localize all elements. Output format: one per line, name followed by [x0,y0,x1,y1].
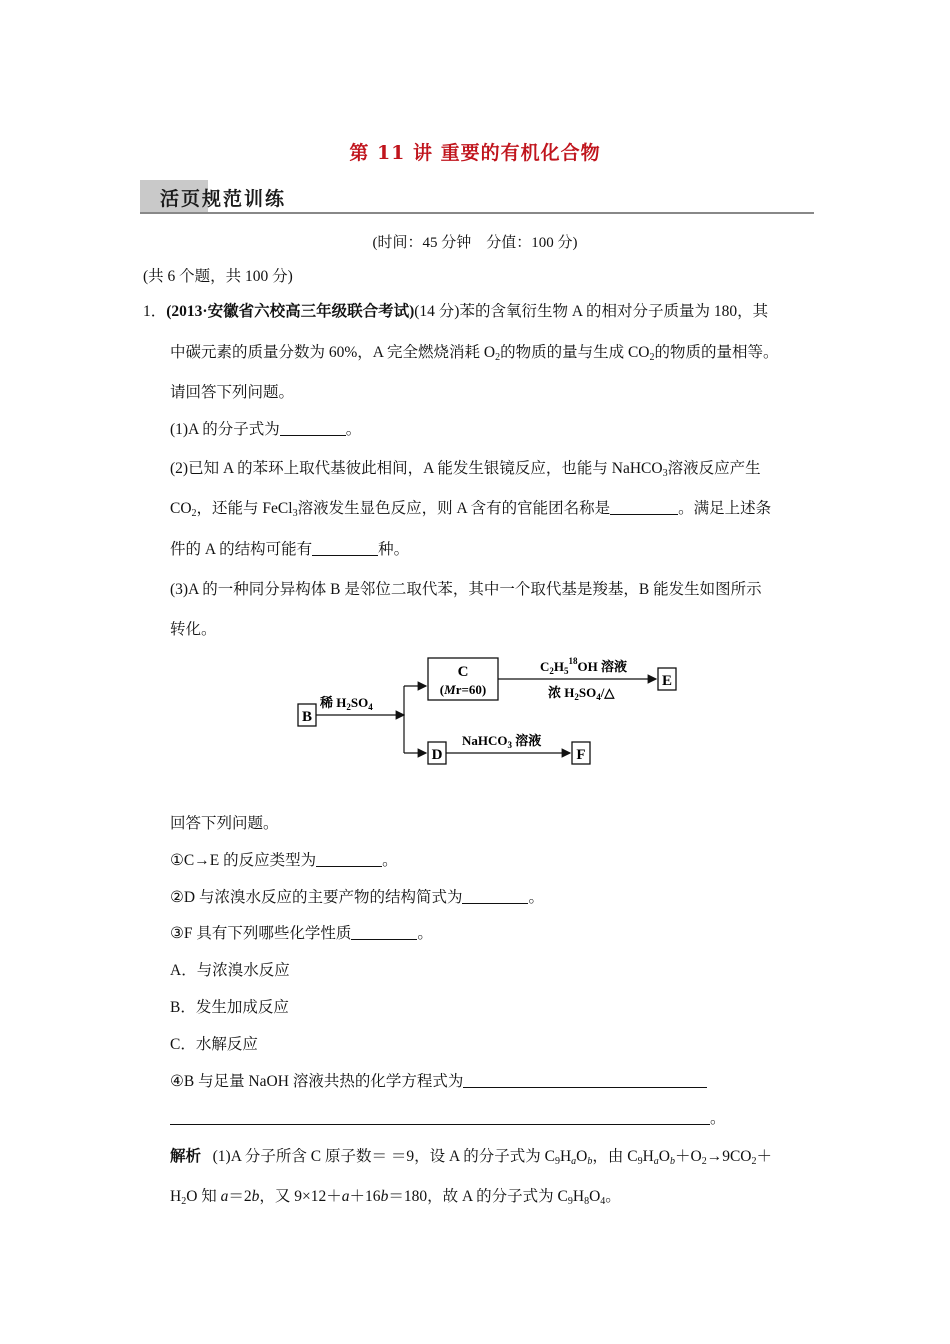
page-title: 第 11 讲 重要的有机化合物 [349,142,601,164]
part-2-text: 溶液反应产生 [667,460,761,477]
punct: 。 [382,852,398,869]
arrow1-label: 稀 $H_2SO_4$ [320,695,373,712]
punct: 。 [345,421,362,438]
part-2-text: (2)已知 A 的苯环上取代基彼此相间，A 能发生银镜反应，也能与 NaHCO [170,460,663,477]
section-rule [140,212,814,214]
question-1-line-3: 请回答下列问题。 [170,384,295,401]
arrow-ce-bottom-label: 浓 $H_2SO_4/\triangle$ [548,685,615,702]
part-2-text: ，还能与 FeCl [196,500,293,517]
punct: 。 [528,889,544,906]
question-text: 中碳元素的质量分数为 60%，A 完全燃烧消耗 O [170,344,496,361]
part-3-line-1: (3)A 的一种同分异构体 B 是邻位二取代苯，其中一个取代基是羧基，B 能发生如图所示 [170,581,762,598]
part-2-line-1: (2)已知 A 的苯环上取代基彼此相间，A 能发生银镜反应，也能与 NaHCO$_3$溶液反应产生 [170,460,761,479]
sub-question-intro: 回答下列问题。 [170,815,279,832]
arrow-icon: → [706,1148,723,1165]
part-2-text: 。满足上述条 [678,500,772,517]
label-e: E [661,673,673,689]
sub-text: E 的反应类型为 [209,852,317,869]
answer-blank [280,421,346,436]
part-2-text: 种。 [378,541,410,558]
label-c-mr: (Mr=60) [439,682,487,697]
sub-question-1 [170,848,398,870]
answer-text: O 知 [186,1188,221,1205]
sub-text: ②D 与浓溴水反应的主要产物的结构简式为 [170,889,463,906]
question-source: (2013·安徽省六校高三年级联合考试) [166,303,415,320]
time-score-info: (时间：45 分钟 分值：100 分) [372,235,578,251]
answer-text: ＝180，故 A 的分子式为 C [388,1188,568,1205]
part-2-line-3 [170,537,409,559]
total-info: (共 6 个题，共 100 分) [143,268,293,285]
sub-text: ④B 与足量 NaOH 溶液共热的化学方程式为 [170,1073,464,1090]
section-header [140,180,814,214]
arrow-icon: → [194,852,210,869]
sub-question-4 [170,1069,707,1091]
label-b: B [301,709,313,725]
sub-question-3 [170,921,433,943]
answer-line-2: $H_2O$ 知 a＝2b，又 9×12＋a＋16b＝180，故 A 的分子式为 $C_9H_8O_4$。 [170,1188,621,1207]
option-b: B．发生加成反应 [170,999,289,1016]
answer-blank [312,541,378,556]
label-d: D [431,747,443,763]
answer-blank [316,852,382,867]
part-2-text: 溶液发生显色反应，则 A 含有的官能团名称是 [297,500,611,517]
question-text: 的物质的量相等。 [654,344,779,361]
sub-text: ③F 具有下列哪些化学性质 [170,925,352,942]
part-2-line-2: $CO_2$，还能与 FeCl$_3$溶液发生显色反应，则 A 含有的官能团名称是 。满足上述条 [170,500,772,519]
sub-text: ①C [170,852,195,869]
sub-question-4-cont [170,1106,726,1128]
reaction-diagram [290,650,710,775]
question-text: (14 分)苯的含氧衍生物 A 的相对分子质量为 180，其 [414,303,769,320]
answer-blank [170,1110,710,1125]
question-1-line-1 [143,299,768,321]
arrow-ce-top-label: $C_2H_5^{18}OH$ 溶液 [540,656,627,676]
section-title: 活页规范训练 [160,188,287,210]
answer-text: ＋O [674,1148,702,1165]
arrow-df-label: NaHCO$_3$ 溶液 [462,733,542,750]
label-f: F [576,747,586,763]
answer-text: ，由 C [592,1148,638,1165]
part-2-text: CO [170,500,192,517]
punct: 。 [417,925,433,942]
answer-label: 解析 [170,1148,202,1165]
option-a: A．与浓溴水反应 [170,962,290,979]
answer-text: (1)A 分子所含 C 原子数＝ ＝9，设 A 的分子式为 C [212,1148,555,1165]
option-c: C．水解反应 [170,1036,258,1053]
punct: 。 [605,1188,621,1205]
part-2-text: 件的 A 的结构可能有 [170,541,313,558]
answer-line-1: 解析 (1)A 分子所含 C 原子数＝ ＝9，设 A 的分子式为 $C_9H_aO_b$，由 $C_9H_aO_b+O_2\to 9CO_2+$ [170,1148,772,1167]
answer-text: ，又 9×12＋ [259,1188,342,1205]
question-number: 1． [143,303,167,320]
answer-text: ＋16 [349,1188,381,1205]
part-1 [170,417,361,439]
question-text: 的物质的量与生成 CO [500,344,650,361]
part-1-text: (1)A 的分子式为 [170,421,280,438]
question-1-line-2: 中碳元素的质量分数为 60%，A 完全燃烧消耗 $O_2$的物质的量与生成 $CO_2$的物质的量相等。 [170,344,779,363]
answer-blank [463,1073,707,1088]
answer-text: ＋ [756,1148,772,1165]
sub-question-2 [170,885,544,907]
answer-blank [462,889,528,904]
answer-blank [351,925,417,940]
answer-text: ＝2 [228,1188,252,1205]
label-c: C [457,664,469,680]
answer-blank [610,500,678,515]
part-3-line-2: 转化。 [170,621,217,638]
answer-text: 9CO [722,1148,752,1165]
punct: 。 [710,1110,726,1127]
